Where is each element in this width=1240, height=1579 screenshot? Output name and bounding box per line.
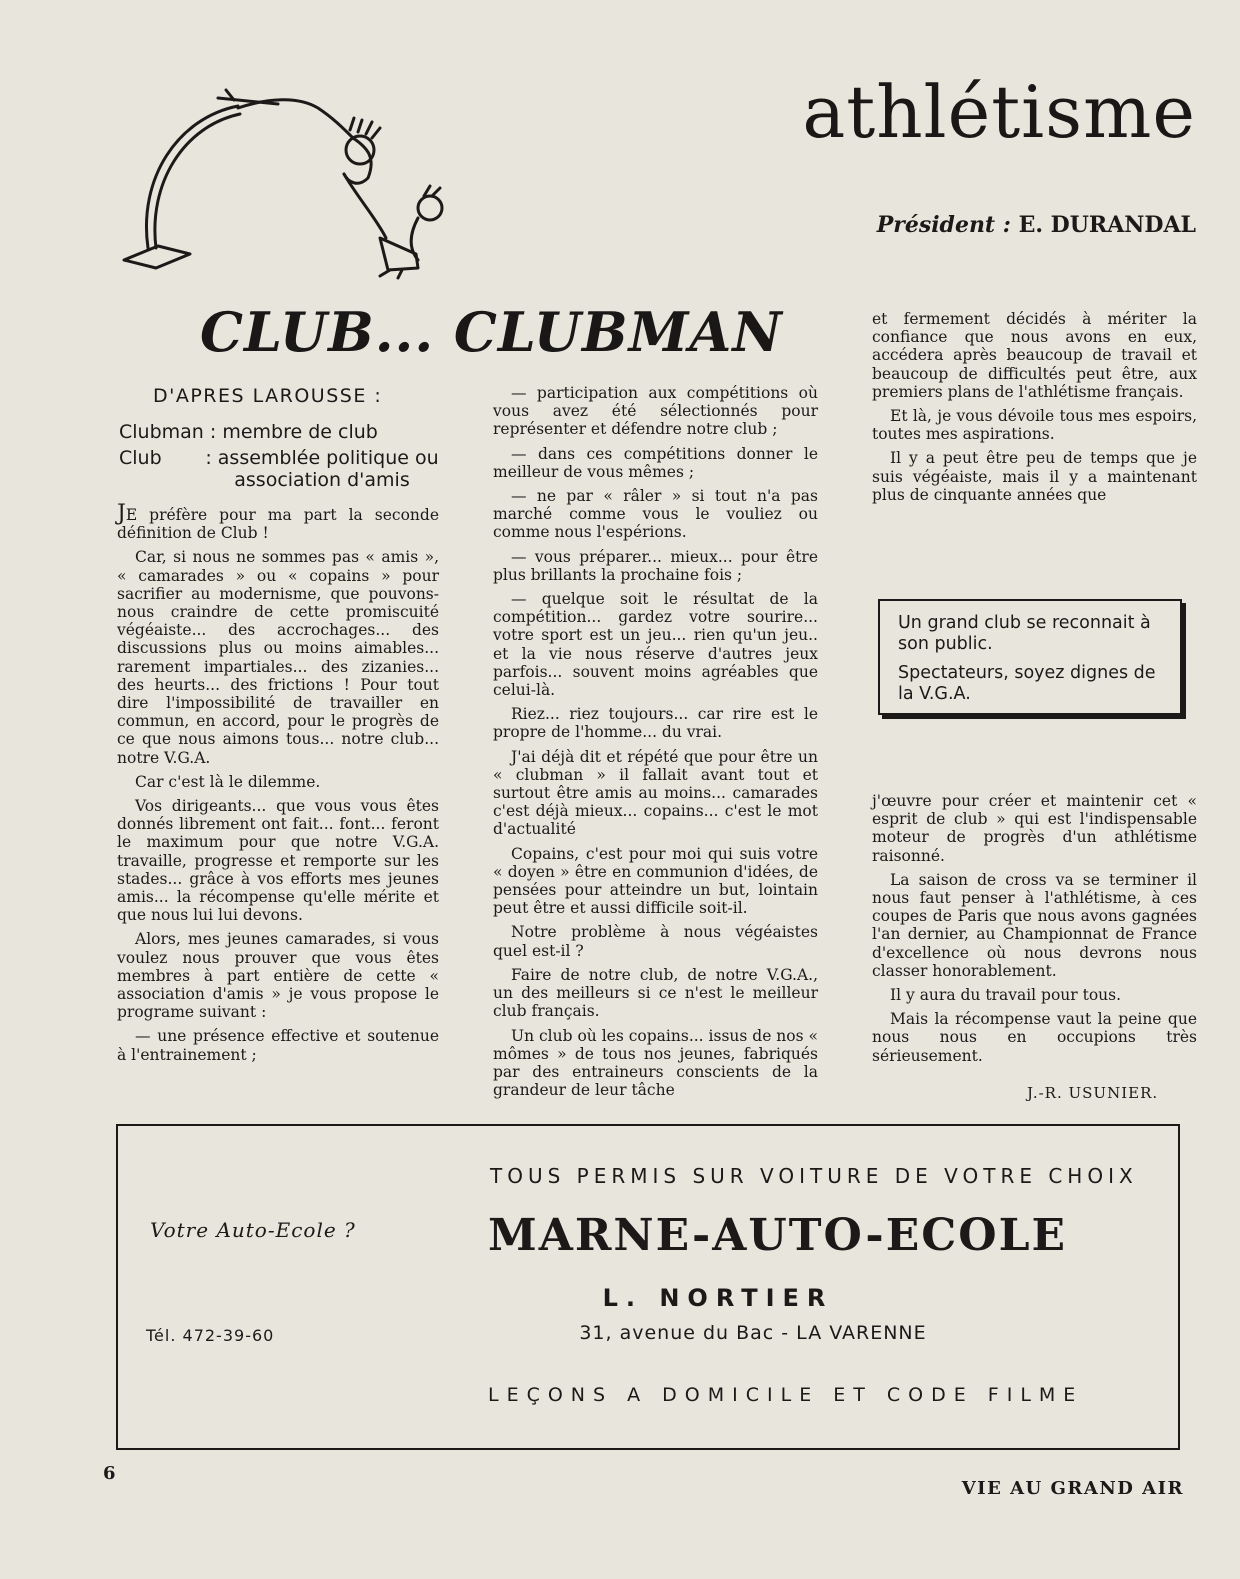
paragraph: Notre problème à nous végéaistes quel est-il ? [493, 923, 818, 960]
boxed-note [878, 599, 1182, 715]
definition-text: : membre de club [209, 421, 378, 443]
paragraph: — participation aux compétitions où vous avez été sélectionnés pour représenter et défendre notre club ; [493, 384, 818, 439]
boxed-note-line-2: Spectateurs, soyez dignes de la V.G.A. [898, 663, 1156, 704]
paragraph: Et là, je vous dévoile tous mes espoirs, toutes mes aspirations. [872, 407, 1197, 444]
larousse-definitions [117, 385, 439, 491]
article-column-2 [493, 384, 818, 1105]
paragraph: J'ai déjà dit et répété que pour être un « clubman » il fallait avant tout et surtout être amis au moins... camarades c'est déjà mieux... copains... c'est le mot d'actualité [493, 747, 818, 839]
ad-phone: Tél. 472-39-60 [146, 1326, 275, 1345]
driving-school-advertisement [116, 1124, 1180, 1450]
article-column-1 [117, 385, 439, 1070]
ad-bottom-line: LEÇONS A DOMICILE ET CODE FILME [488, 1384, 1084, 1406]
paragraph: — vous préparer... mieux... pour être plus brillants la prochaine fois ; [493, 547, 818, 584]
paragraph: Il y a peut être peu de temps que je suis végéaiste, mais il y a maintenant plus de cinquante années que [872, 449, 1197, 504]
ad-address: 31, avenue du Bac - LA VARENNE [579, 1322, 927, 1344]
paragraph: Un club où les copains... issus de nos « mômes » de tous nos jeunes, fabriqués par des entraineurs conscients de la grandeur de leur tâche [493, 1026, 818, 1100]
paragraph: — quelque soit le résultat de la compétition... gardez votre sourire... votre sport est un jeu... rien qu'un jeu.. et la vie nous réserve d'autres jeux parfois... souvent moins agréables que celui-là. [493, 590, 818, 700]
definition-term: Club [119, 447, 162, 469]
magazine-name: VIE AU GRAND AIR [961, 1478, 1184, 1499]
paragraph: La saison de cross va se terminer il nous faut penser à l'athlétisme, à ces coupes de Paris que nous avons gagnées l'an dernier, au Championnat de France d'excellence où nous devrons nous classer honorablement. [872, 870, 1197, 980]
ad-tagline: TOUS PERMIS SUR VOITURE DE VOTRE CHOIX [490, 1164, 1138, 1188]
paragraph: Il y aura du travail pour tous. [890, 986, 1122, 1005]
ad-question: Votre Auto-Ecole ? [150, 1218, 356, 1242]
paragraph: Faire de notre club, de notre V.G.A., un des meilleurs si ce n'est le meilleur club français. [493, 965, 818, 1021]
paragraph: Vos dirigeants... que vous vous êtes donnés librement ont fait... font... feront le maximum pour que notre V.G.A. travaille, progresse et remporte sur les stades... grâce à vos efforts mes jeunes amis... la récompense qu'elle mérite et que nous lui lui devons. [117, 797, 439, 925]
president-line [877, 212, 1196, 238]
ad-owner: L. NORTIER [602, 1284, 834, 1312]
definition-club [119, 447, 439, 491]
definition-clubman [119, 421, 439, 443]
author-signature: J.-R. USUNIER. [1027, 1084, 1159, 1102]
paragraph [117, 501, 439, 543]
paragraph: — dans ces compétitions donner le meilleur de vous mêmes ; [493, 444, 818, 481]
article-column-3-bottom [872, 792, 1197, 1071]
paragraph-text: E préfère pour ma part la seconde définition de Club ! [117, 506, 439, 543]
page-number: 6 [103, 1463, 116, 1484]
ad-business-name: MARNE-AUTO-ECOLE [488, 1210, 1068, 1261]
article-column-3-top [872, 310, 1197, 510]
president-label: Président : [876, 212, 1011, 238]
paragraph: — une présence effective et soutenue à l'entrainement ; [117, 1027, 439, 1064]
paragraph: — ne par « râler » si tout n'a pas marché comme vous le vouliez ou comme nous l'espérions. [493, 487, 818, 542]
larousse-heading: D'APRES LAROUSSE : [153, 385, 383, 407]
drop-cap: J [117, 501, 126, 526]
paragraph: Riez... riez toujours... car rire est le propre de l'homme... du vrai. [493, 705, 818, 742]
paragraph: Alors, mes jeunes camarades, si vous voulez nous prouver que vous êtes membres à part entière de cette « association d'amis » je vous propose le programe suivant : [117, 930, 439, 1022]
paragraph: et fermement décidés à mériter la confiance que nous avons en eux, accédera après beaucoup de travail et beaucoup de difficultés peut être, aux premiers plans de l'athlétisme français. [872, 310, 1197, 401]
paragraph: Car, si nous ne sommes pas « amis », « camarades » ou « copains » pour sacrifier au modernisme, que pouvons-nous craindre de cette promiscuité végéaiste... des accrochages... des discussions plus ou moins aimables... rarement impartiales... des zizanies... des heurts... des frictions ! Pour tout dire l'impossibilité de travailler en commun, en accord, pour le progrès de ce que nous aimons tous... notre club... notre V.G.A. [117, 548, 439, 767]
president-name: E. DURANDAL [1018, 212, 1196, 238]
pole-vaulter-illustration [118, 78, 458, 283]
definition-term: Clubman [119, 421, 204, 443]
boxed-note-line-1: Un grand club se reconnait à son public. [898, 613, 1151, 654]
section-title: athlétisme [802, 70, 1196, 154]
paragraph: Mais la récompense vaut la peine que nous nous en occupions très sérieusement. [872, 1010, 1197, 1065]
paragraph: j'œuvre pour créer et maintenir cet « esprit de club » qui est l'indispensable moteur de progrès d'un athlétisme raisonné. [872, 792, 1197, 865]
definition-text: : assemblée politique ou association d'amis [205, 447, 439, 491]
paragraph: Car c'est là le dilemme. [135, 772, 321, 791]
paragraph: Copains, c'est pour moi qui suis votre « doyen » être en communion d'idées, de pensées pour atteindre un but, lointain peut être et aussi difficile soit-il. [493, 844, 818, 918]
article-headline: CLUB... CLUBMAN [200, 300, 783, 364]
